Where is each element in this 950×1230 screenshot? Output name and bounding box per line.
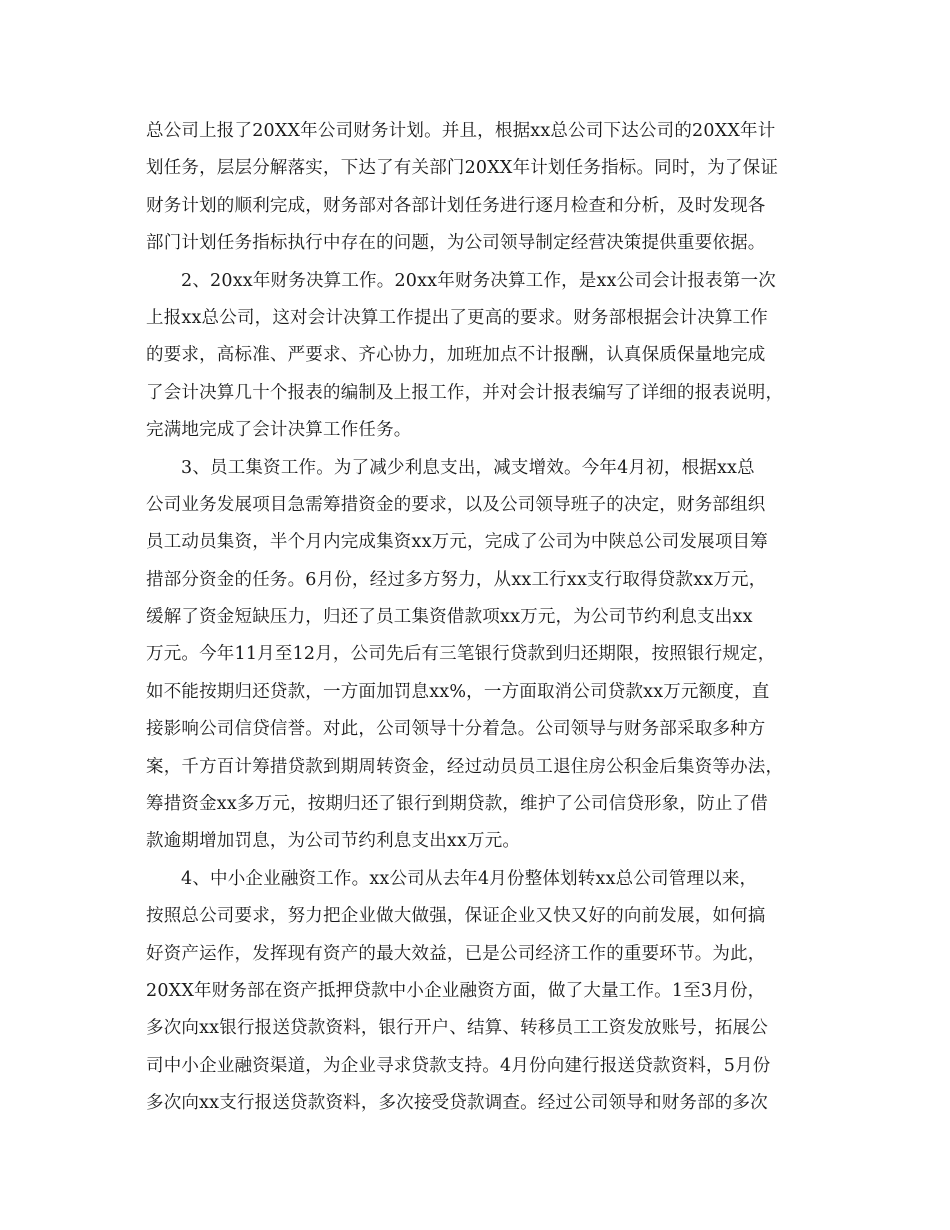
text-line: 缓解了资金短缺压力，归还了员工集资借款项xx万元，为公司节约利息支出xx bbox=[146, 607, 753, 628]
text-line: 好资产运作，发挥现有资产的最大效益，已是公司经济工作的重要环节。为此， bbox=[146, 943, 766, 964]
paragraph-3 bbox=[146, 450, 804, 861]
text-line: 上报xx总公司，这对会计决算工作提出了更高的要求。财务部根据会计决算工作 bbox=[146, 307, 768, 328]
paragraph-2 bbox=[146, 263, 804, 450]
text-line: 财务计划的顺利完成，财务部对各部计划任务进行逐月检查和分析，及时发现各 bbox=[146, 195, 766, 216]
paragraph-4 bbox=[146, 861, 804, 1123]
text-line: 接影响公司信贷信誉。对此，公司领导十分着急。公司领导与财务部采取多种方 bbox=[146, 719, 766, 740]
text-line: 按照总公司要求，努力把企业做大做强，保证企业又快又好的向前发展，如何搞 bbox=[146, 906, 766, 927]
text-line: 员工动员集资，半个月内完成集资xx万元，完成了公司为中陕总公司发展项目筹 bbox=[146, 532, 768, 553]
text-line: 3、员工集资工作。为了减少利息支出，减支增效。今年4月初，根据xx总 bbox=[181, 457, 755, 478]
document-page bbox=[146, 113, 804, 1123]
text-line: 20XX年财务部在资产抵押贷款中小企业融资方面，做了大量工作。1至3月份， bbox=[146, 980, 766, 1001]
text-line: 划任务，层层分解落实，下达了有关部门20XX年计划任务指标。同时，为了保证 bbox=[146, 158, 779, 179]
text-line: 的要求，高标准、严要求、齐心协力，加班加点不计报酬，认真保质保量地完成 bbox=[146, 345, 766, 366]
paragraph-1 bbox=[146, 113, 804, 263]
text-line: 多次向xx支行报送贷款资料，多次接受贷款调查。经过公司领导和财务部的多次 bbox=[146, 1093, 768, 1114]
text-line: 司中小企业融资渠道，为企业寻求贷款支持。4月份向建行报送贷款资料，5月份 bbox=[146, 1055, 771, 1076]
text-line: 2、20xx年财务决算工作。20xx年财务决算工作，是xx公司会计报表第一次 bbox=[181, 270, 776, 291]
text-line: 4、中小企业融资工作。xx公司从去年4月份整体划转xx总公司管理以来， bbox=[181, 868, 758, 889]
text-line: 公司业务发展项目急需筹措资金的要求，以及公司领导班子的决定，财务部组织 bbox=[146, 494, 766, 515]
text-line: 多次向xx银行报送贷款资料，银行开户、结算、转移员工工资发放账号，拓展公 bbox=[146, 1018, 768, 1039]
text-line: 完满地完成了会计决算工作任务。 bbox=[146, 420, 412, 441]
text-line: 款逾期增加罚息，为公司节约利息支出xx万元。 bbox=[146, 831, 521, 852]
text-line: 了会计决算几十个报表的编制及上报工作，并对会计报表编写了详细的报表说明， bbox=[146, 382, 784, 403]
text-line: 案，千方百计筹措贷款到期周转资金，经过动员员工退住房公积金后集资等办法， bbox=[146, 756, 784, 777]
text-line: 万元。今年11月至12月，公司先后有三笔银行贷款到归还期限，按照银行规定， bbox=[146, 644, 776, 665]
text-line: 总公司上报了20XX年公司财务计划。并且，根据xx总公司下达公司的20XX年计 bbox=[146, 121, 776, 141]
text-line: 措部分资金的任务。6月份，经过多方努力，从xx工行xx支行取得贷款xx万元， bbox=[146, 569, 767, 590]
text-line: 如不能按期归还贷款，一方面加罚息xx%，一方面取消公司贷款xx万元额度，直 bbox=[146, 681, 770, 702]
text-line: 部门计划任务指标执行中存在的问题，为公司领导制定经营决策提供重要依据。 bbox=[146, 233, 766, 254]
text-line: 筹措资金xx多万元，按期归还了银行到期贷款，维护了公司信贷形象，防止了借 bbox=[146, 794, 768, 815]
